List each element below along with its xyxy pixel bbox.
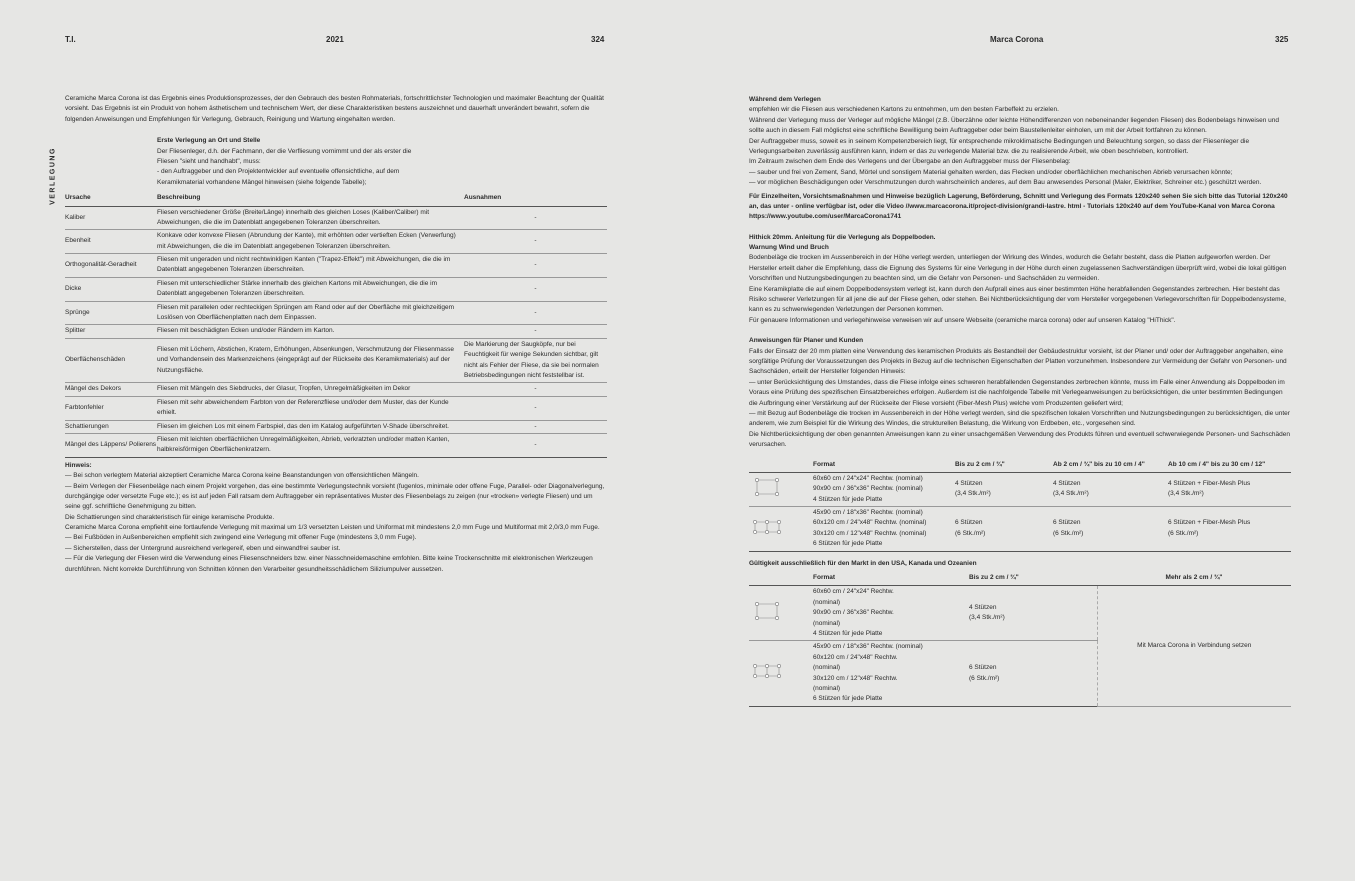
during-line: Der Auftraggeber muss, soweit es in seinem Kompetenzbereich liegt, für entsprechende mikroklimatische Bedingungen und Beleuchtung sorgen, so dass der Fliesenleger die Verlegungsarbeiten zuverlässig ausführen kann, indem er das zu verlegende Material bzw. die zu realisierende Arbeit, wie oben beschrieben, kontrolliert. [749,137,1250,155]
defect-row [65,433,607,457]
defect-exception: - [464,254,607,278]
support-row [749,472,1291,506]
defect-description: Konkave oder konvexe Fliesen (Abrundung der Kante), mit erhöhten oder vertieften Ecken (Verwerfung) mit Abweichungen, die die im Datenblatt angegebenen Toleranzen überschreiten. [157,230,464,254]
grid-4-icon [753,600,781,622]
hinweis-line: — Bei schon verlegtem Material akzeptiert Ceramiche Marca Corona keine Beanstandungen von offensichtlichen Mängeln. [65,472,419,480]
defect-cause: Orthogonalität-Geradheit [65,254,157,278]
defect-description: Fliesen mit ungeraden und nicht rechtwinkligen Kanten ("Trapez-Effekt") mit Abweichungen, die die im Datenblatt angegebenen Toleranzen überschreiten. [157,254,464,278]
during-line: empfehlen wir die Fliesen aus verschiedenen Kartons zu entnehmen, um den besten Farbeffekt zu erzielen. [749,106,1059,114]
usa-cell-c1: 6 Stützen (6 Stk./m²) [967,641,1097,706]
defect-row [65,206,607,230]
support-cell-c3: 4 Stützen + Fiber-Mesh Plus (3,4 Stk./m²) [1166,472,1291,506]
defect-description: Fliesen mit sehr abweichendem Farbton von der Referenzfliese und/oder dem Muster, das der Kunde erhielt. [157,396,464,420]
defect-description: Fliesen verschiedener Größe (Breite/Länge) innerhalb des gleichen Loses (Kaliber/Caliber) mit Abweichungen, die die im Datenblatt angegebenen Toleranzen überschreiten. [157,206,464,230]
col-exceptions: Ausnahmen [464,191,607,206]
hinweis-block [65,461,607,575]
defect-description: Fliesen mit unterschiedlicher Stärke innerhalb des gleichen Kartons mit Abweichungen, die die im Datenblatt angegebenen Toleranzen überschreiten. [157,277,464,301]
usa-col-1: Bis zu 2 cm / ¾" [967,571,1097,586]
hithick-title: Hithick 20mm. Anleitung für die Verlegung als Doppelboden. [749,233,936,241]
usa-merged-cell: Mit Marca Corona in Verbindung setzen [1097,586,1291,706]
usa-col-2: Mehr als 2 cm / ¾" [1097,571,1291,586]
left-page [65,94,607,575]
planner-line: — unter Berücksichtigung des Umstandes, dass die Fliese infolge eines schweren herabfallenden Gegenstandes zerbrechen könnte, muss im Falle einer Anwendung als Doppelboden im Voraus eine Prüfung des spezifischen Einsatzbereiches erfolgen. Außerdem ist die nachfolgende Tabelle mit Verlegeanweisungen zu berücksichtigen, die unter bestimmten Bedingungen die Aufbringung einer Verstärkung auf der Rückseite der Fliese vorsieht (Fiber-Mesh Plus) welche vom Produzenten geliefert wird; [749,378,1285,407]
first-laying-block [157,136,417,188]
hinweis-title: Hinweis: [65,461,92,469]
planner-block [749,336,1291,450]
hinweis-line: — Beim Verlegen der Fliesenbeläge nach einem Projekt vorgehen, das eine bestimmte Verlegungstechnik vorsieht (fugenlos, minimale oder offene Fuge, Parallel- oder Diagonalverlegung, durchgängige oder versetzte Fuge etc.); es ist auf jeden Fall ratsam dem Auftraggeber ein repräsentatives Muster des Fliesenbelags zu zeigen (nur «trocken» verlegte Fliesen) und um seine ggf. schriftliche Genehmigung zu bitten. [65,482,605,511]
planner-line: Die Nichtberücksichtigung der oben genannten Anweisungen kann zu einer unsachgemäßen Verwendung des Produkts führen und eventuell schwerwiegende Personen- und Sachschäden verursachen. [749,430,1290,449]
page-number-left: 324 [591,35,605,44]
grid-4-icon [753,476,781,498]
hinweis-line: Ceramiche Marca Corona empfiehlt eine fortlaufende Verlegung mit maximal um 1/3 versetzten Leisten und Uniformat mit mindestens 2,0 mm Fuge und Multiformat mit 2,0/3,0 mm Fuge. [65,524,600,532]
details-note: Für Einzelheiten, Vorsichtsmaßnahmen und Hinweise bezüglich Lagerung, Beförderung, Schnitt und Verlegung des Formats 120x240 sehen Sie sich bitte das Tutorial 120x240 an, das unter - online verfügbar ist, oder die Video //www.marcacorona.it/project-division/grandi-lastre. html - Tutorials 120x240 auf dem YouTube-Kanal von Marca Corona https://www.youtube.com/user/MarcaCorona1741 [749,192,1288,221]
defect-cause: Ebenheit [65,230,157,254]
defect-row [65,396,607,420]
defect-row [65,254,607,278]
planner-title: Anweisungen für Planer und Kunden [749,337,864,345]
defect-exception: Die Markierung der Saugköpfe, nur bei Feuchtigkeit für wenige Sekunden sichtbar, gilt nicht als Fehler der Fliese, da sie bei normalen Betriebsbedingungen nicht feststellbar ist. [464,338,607,383]
usa-cell-format: 60x60 cm / 24"x24" Rechtw. (nominal) 90x90 cm / 36"x36" Rechtw. (nominal) 4 Stützen für jede Platte [811,586,967,641]
support-col-1: Bis zu 2 cm / ¾" [953,458,1051,473]
support-cell-c3: 6 Stützen + Fiber-Mesh Plus (6 Stk./m²) [1166,507,1291,552]
defect-exception: - [464,325,607,338]
hithick-block [749,233,1291,327]
support-cell-c2: 6 Stützen (6 Stk./m²) [1051,507,1166,552]
support-col-3: Ab 10 cm / 4" bis zu 30 cm / 12" [1166,458,1291,473]
header-left-label: T.I. [65,35,76,44]
defects-table [65,191,607,458]
defect-cause: Oberflächenschäden [65,338,157,383]
defect-cause: Splitter [65,325,157,338]
side-section-label: VERLEGUNG [49,147,57,205]
support-icon-cell [749,472,811,506]
hinweis-line: — Sicherstellen, dass der Untergrund ausreichend verlegereif, eben und einwandfrei sauber ist. [65,544,341,552]
usa-cell-format: 45x90 cm / 18"x36" Rechtw. (nominal) 60x120 cm / 24"x48" Rechtw. (nominal) 30x120 cm / 12"x48" Rechtw. (nominal) 6 Stützen für jede Platte [811,641,967,706]
defect-cause: Farbtonfehler [65,396,157,420]
defect-row [65,301,607,325]
usa-icon-cell [749,641,811,706]
planner-line: Falls der Einsatz der 20 mm platten eine Verwendung des keramischen Produkts als Bestandteil der Gebäudestruktur vorsieht, ist der Planer und/ oder der Auftraggeber angehalten, eine sorgfältige Prüfung der Voraussetzungen des Projekts in Bezug auf die technischen Eigenschaften der Platten vorzunehmen. Insbesondere zur Vermeidung der Gefahr von Personen- und Sachschäden, erteilt der Hersteller folgenden Hinweis: [749,347,1287,376]
first-laying-title: Erste Verlegung an Ort und Stelle [157,137,261,145]
intro-paragraph: Ceramiche Marca Corona ist das Ergebnis eines Produktionsprozesses, der den Gebrauch des besten Rohmaterials, fortschrittlichster Technologien und maximaler Beachtung der Qualität vorsieht. Das Ergebnis ist ein Produkt von hohem ästhetischem und technischem Wert, der diese Charakteristiken bestens auszeichnet und dauerhaft unverändert bewahrt, sofern die folgenden Anweisungen und Empfehlungen für Verlegung, Gebrauch, Reinigung und Wartung eingehalten werden. [65,95,604,123]
defect-cause: Mängel des Läppens/ Polierens [65,433,157,457]
support-cell-format: 60x60 cm / 24"x24" Rechtw. (nominal) 90x90 cm / 36"x36" Rechtw. (nominal) 4 Stützen für jede Platte [811,472,953,506]
support-col-2: Ab 2 cm / ¾" bis zu 10 cm / 4" [1051,458,1166,473]
support-cell-c2: 4 Stützen (3,4 Stk./m²) [1051,472,1166,506]
defect-row [65,277,607,301]
defect-cause: Mängel des Dekors [65,383,157,396]
support-icon-cell [749,507,811,552]
defect-exception: - [464,396,607,420]
hithick-line: Eine Keramikplatte die auf einem Doppelbodensystem verlegt ist, kann durch den Aufprall eines aus einer bestimmten Höhe herabfallenden Gegenstandes zerbrechen. Hier besteht das Risiko schwerer Verletzungen für all jene die auf der Fliese gehen, oder stehen. Bei Nichtberücksichtigung der vom Hersteller vorgegebenen Verlegevorschriften für Doppelbodensysteme, kann es zu schwerwiegenden Verletzungen der Personen kommen. [749,285,1286,314]
defects-header-row [65,191,607,206]
planner-line: — mit Bezug auf Bodenbeläge die trocken im Aussenbereich in der Höhe verlegt werden, sind die spezifischen lokalen Vorschriften und Nutzungsbedingungen zu berücksichtigen, die unter anderem, wie zum Beispiel für die Wirkung des Windes, die strukturellen Belastung, die Wirkung von Erdbeben, etc., vorgesehen sind. [749,409,1290,428]
grid-6-icon [753,516,781,538]
defect-cause: Kaliber [65,206,157,230]
defect-description: Fliesen mit Löchern, Abstichen, Kratern, Erhöhungen, Absenkungen, Verschmutzung der Fliesenmasse und Vorhandensein des Markenzeichens (eingeprägt auf der Rückseite des Keramikmaterials) auf der Nutzungsfläche. [157,338,464,383]
defect-description: Fliesen mit Mängeln des Siebdrucks, der Glasur, Tropfen, Unregelmäßigkeiten im Dekor [157,383,464,396]
right-page [749,95,1291,707]
defect-exception: - [464,301,607,325]
usa-row [749,586,1291,641]
support-cell-c1: 4 Stützen (3,4 Stk./m²) [953,472,1051,506]
defect-exception: - [464,433,607,457]
hinweis-line: — Bei Fußböden in Außenbereichen empfiehlt sich zwingend eine Verlegung mit offener Fuge (mindestens 3,0 mm Fuge). [65,534,417,542]
defect-cause: Sprünge [65,301,157,325]
defect-exception: - [464,383,607,396]
hinweis-line: — Für die Verlegung der Fliesen wird die Verwendung eines Fliesenschneiders bzw. einer Nasschneidemaschine emfohlen. Bitte keine Trockenschnitte mit elektronischen Werkzeugen durchführen. Nicht korrekte Durchführung von Schnitten können den Verarbeiter gesundheitsschädlichem Siliziumpulver aussetzen. [65,555,593,573]
defect-exception: - [464,206,607,230]
during-line: Im Zeitraum zwischen dem Ende des Verlegens und der Übergabe an den Auftraggeber muss der Fliesenbelag: [749,158,1071,166]
defect-row [65,338,607,383]
defect-description: Fliesen mit beschädigten Ecken und/oder Rändern im Karton. [157,325,464,338]
support-table [749,458,1291,552]
defect-exception: - [464,420,607,433]
support-header-row [749,458,1291,473]
defect-row [65,383,607,396]
defect-row [65,230,607,254]
hithick-line: Bodenbeläge die trocken im Aussenbereich in der Höhe verlegt werden, unterliegen der Wirkung des Windes, wodurch die Gefahr besteht, dass die Platten aufgeworfen werden. Der Hersteller erteilt daher die Empfehlung, dass die Eignung des Systems für eine Verlegung in der Höhe durch einen zugelassenen Sachverständigen überprüft wird, wobei die lokal gültigen Vorschriften und Nutzungsbedingungen zu beachten sind, um die Gefahr von Personen- und Sachschäden zu vermeiden. [749,254,1287,283]
defect-row [65,420,607,433]
page-number-right: 325 [1275,35,1289,44]
defect-row [65,325,607,338]
usa-icon-cell [749,586,811,641]
defect-cause: Schattierungen [65,420,157,433]
defect-exception: - [464,230,607,254]
support-row [749,507,1291,552]
header-year: 2021 [326,35,344,44]
support-cell-format: 45x90 cm / 18"x36" Rechtw. (nominal) 60x120 cm / 24"x48" Rechtw. (nominal) 30x120 cm / 12"x48" Rechtw. (nominal) 6 Stützen für jede Platte [811,507,953,552]
defect-exception: - [464,277,607,301]
usa-table [749,571,1291,707]
warning-title: Warnung Wind und Bruch [749,244,829,252]
header-brand: Marca Corona [990,35,1044,44]
usa-cell-c1: 4 Stützen (3,4 Stk./m²) [967,586,1097,641]
during-line: Während der Verlegung muss der Verleger auf mögliche Mängel (z.B. Überzähne oder leichte Höhendifferenzen von nebeneinander liegenden Fliesen) des Bodenbelags hinweisen und sollte auch in diesem Fall möglichst eine schriftliche Bewilligung beim Auftraggeber oder beim Baustellenleiter einholen, um mit der Arbeit fortfahren zu können. [749,116,1279,135]
hithick-line: Für genauere Informationen und verlegehinweise verweisen wir auf unsere Webseite (ceramiche marca corona) oder auf unseren Katalog "HiThick". [749,316,1176,324]
defect-description: Fliesen mit parallelen oder rechteckigen Sprüngen am Rand oder auf der Oberfläche mit gleichzeitigem Loslösen von Oberflächenplatten nach dem Einpassen. [157,301,464,325]
defect-description: Fliesen mit leichten oberflächlichen Unregelmäßigkeiten, Abrieb, verkratzten und/oder matten Kanten, halbkreisförmigen Oberflächenkratzern. [157,433,464,457]
support-col-format: Format [811,458,953,473]
during-line: — vor möglichen Beschädigungen oder Verschmutzungen durch wahrscheinlich anderes, auf dem Bau anwesendes Personal (Maler, Elektriker, Schreiner etc.) geschützt werden. [749,179,1262,187]
col-description: Beschreibung [157,191,464,206]
during-line: — sauber und frei von Zement, Sand, Mörtel und sonstigem Material gehalten werden, das Flecken und/oder oberflächlichen mechanischen Abrieb verursachen könnte; [749,168,1233,176]
support-cell-c1: 6 Stützen (6 Stk./m²) [953,507,1051,552]
col-cause: Ursache [65,191,157,206]
defect-description: Fliesen im gleichen Los mit einem Farbspiel, das den im Katalog aufgeführten V-Shade überschreitet. [157,420,464,433]
during-title: Während dem Verlegen [749,96,821,103]
usa-col-format: Format [811,571,967,586]
first-laying-text: Der Fliesenleger, d.h. der Fachmann, der die Verfliesung vornimmt und der als erster die Fliesen "sieht und handhabt", muss: - den Auftraggeber und den Projektentwickler auf eventuelle offensichtliche, auf dem Keramikmaterial vorhandene Mängel hinweisen (siehe folgende Tabelle); [157,147,412,186]
hinweis-line: Die Schattierungen sind charakteristisch für einige keramische Produkte. [65,513,275,521]
defect-cause: Dicke [65,277,157,301]
usa-title: Gültigkeit ausschließlich für den Markt in den USA, Kanada und Ozeanien [749,559,977,567]
usa-header-row [749,571,1291,586]
grid-6-icon [753,660,781,682]
